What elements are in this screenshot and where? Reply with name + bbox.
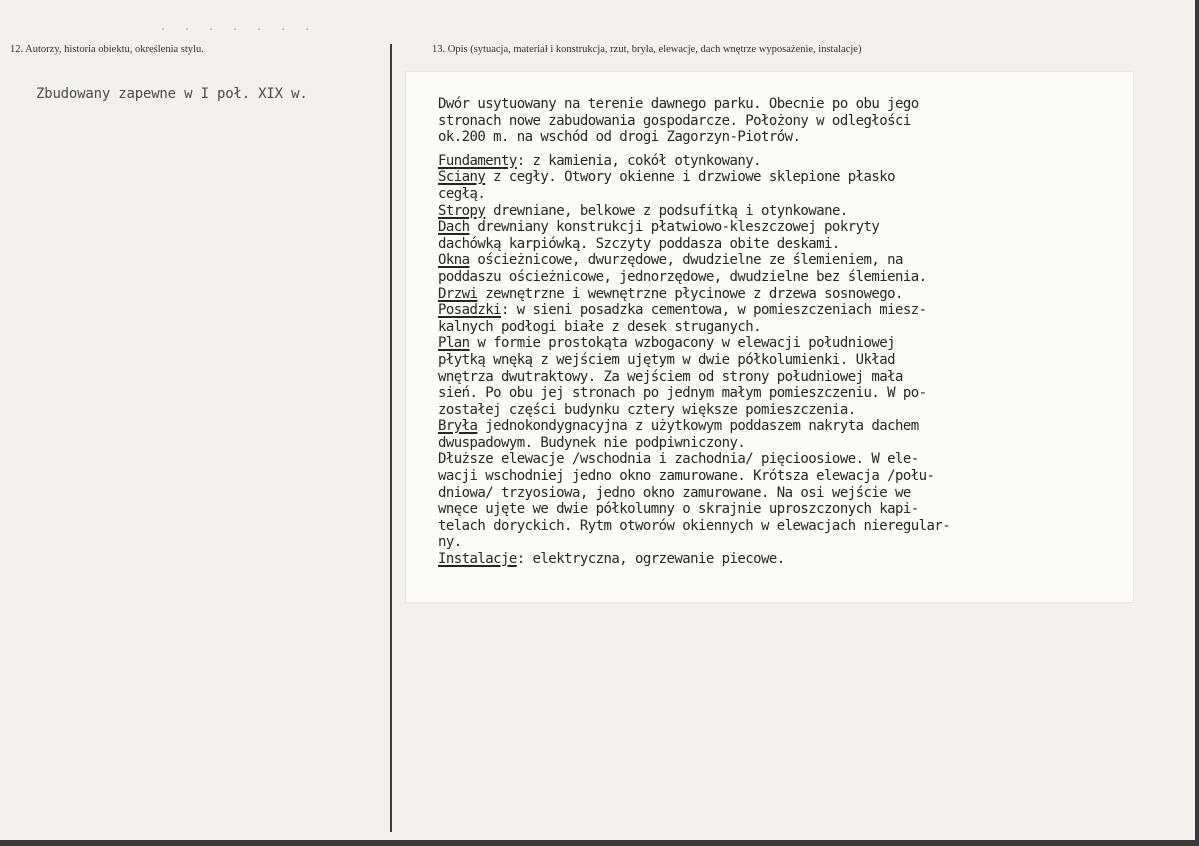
decorative-dots: . . . . . . . [160, 22, 317, 33]
section-keyword: Bryła [438, 418, 478, 435]
line-text: Dłuższe elewacje /wschodnia i zachodnia/ pięcioosiowe. W ele- [438, 451, 919, 468]
description-line [438, 501, 1128, 518]
line-text: w formie prostokąta wzbogacony w elewacji południowej [469, 335, 895, 352]
field-12-label: 12. Autorzy, historia obiektu, określenia stylu. [10, 44, 204, 55]
section-keyword: Fundamenty [438, 152, 517, 169]
line-text: dwuspadowym. Budynek nie podpiwniczony. [438, 434, 746, 451]
section-keyword: Plan [438, 335, 470, 352]
description-line [438, 335, 1128, 352]
line-text: stronach nowe zabudowania gospodarcze. Położony w odległości [438, 112, 911, 129]
line-text: sień. Po obu jej stronach po jednym małym pomieszczeniu. W po- [438, 385, 927, 402]
description-line [438, 518, 1128, 535]
description-line [438, 96, 1128, 113]
section-keyword: Stropy [438, 202, 486, 219]
line-text: telach doryckich. Rytm otworów okiennych w elewacjach nieregular- [438, 517, 951, 534]
section-keyword: Drzwi [438, 285, 478, 302]
line-text: jednokondygnacyjna z użytkowym poddaszem nakryta dachem [477, 418, 919, 435]
description-text [438, 96, 1128, 568]
description-line [438, 385, 1128, 402]
description-line [438, 252, 1128, 269]
description-line [438, 269, 1128, 286]
section-keyword: Ściany [438, 169, 486, 186]
description-line [438, 236, 1128, 253]
description-line [438, 113, 1128, 130]
section-keyword: Posadzki [438, 302, 502, 319]
column-divider [390, 44, 392, 832]
line-text: dachówką karpiówką. Szczyty poddasza obite deskami. [438, 235, 840, 252]
description-line [438, 319, 1128, 336]
section-keyword: Dach [438, 219, 470, 236]
description-line [438, 451, 1128, 468]
line-text: : elektryczna, ogrzewanie piecowe. [516, 551, 785, 568]
line-text: : w sieni posadzka cementowa, w pomieszczeniach miesz- [501, 302, 927, 319]
line-text: : z kamienia, cokół otynkowany. [516, 152, 762, 169]
description-line [438, 129, 1128, 146]
line-text: ok.200 m. na wschód od drogi Zagorzyn-Piotrów. [438, 129, 801, 146]
section-keyword: Instalacje [438, 551, 517, 568]
line-text: kalnych podłogi białe z desek struganych. [438, 318, 762, 335]
line-text: ny. [438, 534, 462, 551]
line-text: wnęce ujęte we dwie półkolumny o skrajnie uproszczonych kapi- [438, 501, 919, 518]
line-text: drewniane, belkowe z podsufitką i otynkowane. [485, 202, 848, 219]
description-line [438, 219, 1128, 236]
description-line [438, 534, 1128, 551]
description-line [438, 352, 1128, 369]
history-text: Zbudowany zapewne w I poł. XIX w. [36, 86, 308, 102]
line-text: zewnętrzne i wewnętrzne płycinowe z drzewa sosnowego. [477, 285, 903, 302]
description-line [438, 485, 1128, 502]
description-line [438, 302, 1128, 319]
line-text: z cegły. Otwory okienne i drzwiowe sklepione płasko [485, 169, 895, 186]
description-line [438, 153, 1128, 170]
line-text: wacji wschodniej jedno okno zamurowane. Krótsza elewacja /połu- [438, 468, 935, 485]
description-line [438, 402, 1128, 419]
description-line [438, 369, 1128, 386]
line-text: ościeżnicowe, dwurzędowe, dwudzielne ze ślemieniem, na [469, 252, 903, 269]
line-text: drewniany konstrukcji płatwiowo-kleszczowej pokryty [469, 219, 880, 236]
line-text: Dwór usytuowany na terenie dawnego parku. Obecnie po obu jego [438, 96, 919, 112]
description-line [438, 435, 1128, 452]
description-line [438, 186, 1128, 203]
description-line [438, 203, 1128, 220]
field-13-label: 13. Opis (sytuacja, materiał i konstrukcja, rzut, bryła, elewacje, dach wnętrze wyposażenie, instalacje) [432, 44, 862, 55]
description-line [438, 169, 1128, 186]
description-line [438, 551, 1128, 568]
description-line [438, 418, 1128, 435]
line-text: poddaszu ościeżnicowe, jednorzędowe, dwudzielne bez ślemienia. [438, 268, 927, 285]
description-line [438, 286, 1128, 303]
line-text: zostałej części budynku cztery większe pomieszczenia. [438, 401, 856, 418]
line-text: wnętrza dwutraktowy. Za wejściem od strony południowej mała [438, 368, 903, 385]
section-keyword: Okna [438, 252, 470, 269]
line-text: dniowa/ trzyosiowa, jedno okno zamurowane. Na osi wejście we [438, 484, 911, 501]
line-text: cegłą. [438, 185, 486, 202]
line-text: płytką wnęką z wejściem ujętym w dwie półkolumienki. Układ [438, 351, 895, 368]
description-line [438, 468, 1128, 485]
